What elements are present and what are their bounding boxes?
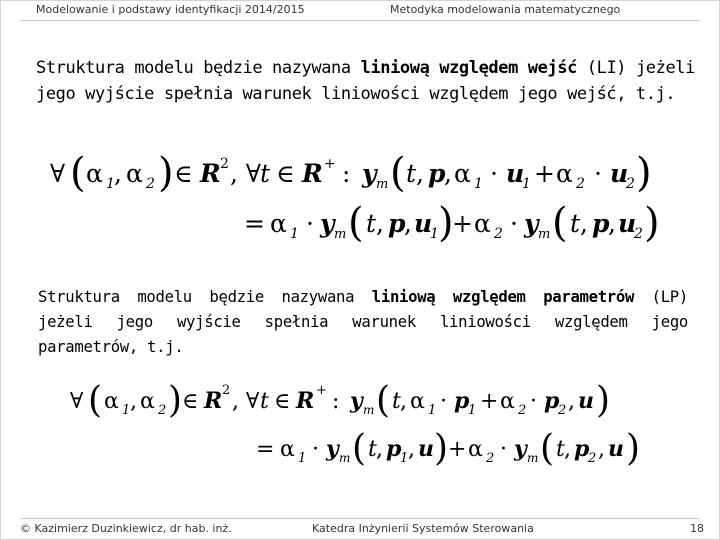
svg-text:): ) bbox=[596, 380, 611, 421]
svg-text:2: 2 bbox=[634, 226, 643, 242]
svg-text:1: 1 bbox=[468, 403, 477, 418]
svg-text:, ∀: , ∀ bbox=[230, 159, 261, 188]
header-course-title: Modelowanie i podstawy identyfikacji 2014/2015 bbox=[36, 3, 305, 16]
svg-text:α: α bbox=[474, 209, 491, 238]
svg-text:α: α bbox=[104, 389, 119, 414]
svg-text:y: y bbox=[326, 436, 339, 462]
svg-text:t: t bbox=[260, 159, 271, 188]
svg-text:m: m bbox=[334, 227, 347, 242]
svg-text:·: · bbox=[306, 209, 314, 238]
footer-department: Katedra Inżynierii Systemów Sterowania bbox=[312, 522, 534, 535]
svg-text:1: 1 bbox=[474, 176, 483, 192]
svg-text:2: 2 bbox=[486, 451, 495, 466]
svg-text:t: t bbox=[368, 437, 377, 462]
footer-page-number: 18 bbox=[690, 522, 704, 535]
svg-text:1: 1 bbox=[290, 226, 299, 242]
svg-text:): ) bbox=[434, 428, 449, 469]
svg-text:y: y bbox=[524, 209, 539, 238]
svg-text:(: ( bbox=[348, 200, 364, 246]
svg-text:,: , bbox=[580, 209, 588, 238]
svg-text:,: , bbox=[408, 437, 415, 462]
svg-text:1: 1 bbox=[106, 176, 115, 192]
footer-divider bbox=[20, 518, 700, 519]
footer-author: © Kazimierz Duzinkiewicz, dr hab. inż. bbox=[20, 522, 232, 535]
svg-text:α: α bbox=[140, 389, 155, 414]
svg-text:(: ( bbox=[552, 200, 568, 246]
svg-text:2: 2 bbox=[588, 451, 597, 466]
svg-text:y: y bbox=[320, 209, 335, 238]
svg-text:p: p bbox=[454, 388, 470, 414]
definition-li-paragraph bbox=[36, 55, 696, 107]
definition-li-bold-term: liniową względem wejść bbox=[360, 58, 577, 78]
svg-text:): ) bbox=[168, 380, 183, 421]
svg-text:u: u bbox=[506, 159, 525, 188]
svg-text:,: , bbox=[130, 389, 137, 414]
svg-text:m: m bbox=[376, 177, 389, 192]
svg-text:p: p bbox=[428, 159, 446, 188]
svg-text:u: u bbox=[414, 209, 433, 238]
svg-text:+: + bbox=[316, 383, 327, 398]
svg-text:2: 2 bbox=[158, 403, 167, 418]
svg-text:α: α bbox=[86, 159, 103, 188]
svg-text:(: ( bbox=[70, 150, 86, 196]
svg-text:·: · bbox=[440, 389, 447, 414]
svg-text:(: ( bbox=[390, 150, 406, 196]
svg-text:R: R bbox=[200, 159, 221, 188]
svg-text:1: 1 bbox=[430, 226, 439, 242]
svg-text:·: · bbox=[500, 437, 507, 462]
svg-text:2: 2 bbox=[220, 156, 229, 172]
svg-text:∈: ∈ bbox=[182, 389, 199, 414]
svg-text:t: t bbox=[260, 389, 269, 414]
svg-text:·: · bbox=[490, 159, 498, 188]
svg-text:): ) bbox=[644, 200, 660, 246]
definition-lp-bold-term: liniową względem parametrów bbox=[371, 288, 635, 306]
svg-text:(: ( bbox=[352, 428, 367, 469]
svg-text:1: 1 bbox=[122, 403, 131, 418]
svg-text:∈: ∈ bbox=[276, 159, 295, 188]
svg-text:2: 2 bbox=[576, 176, 585, 192]
svg-text:α: α bbox=[500, 389, 515, 414]
svg-text:p: p bbox=[592, 209, 610, 238]
svg-text:2: 2 bbox=[626, 176, 635, 192]
svg-text:t: t bbox=[406, 159, 417, 188]
svg-text:α: α bbox=[280, 437, 295, 462]
header-topic-title: Metodyka modelowania matematycznego bbox=[390, 3, 621, 16]
svg-text:∀: ∀ bbox=[70, 389, 84, 414]
svg-text:y: y bbox=[350, 388, 363, 414]
svg-text:∈: ∈ bbox=[274, 389, 291, 414]
svg-text:p: p bbox=[386, 436, 402, 462]
equation-linearity-parameters bbox=[70, 378, 670, 473]
svg-text:y: y bbox=[362, 159, 377, 188]
svg-text:+: + bbox=[324, 156, 336, 172]
svg-text:t: t bbox=[366, 209, 377, 238]
svg-text:u: u bbox=[418, 436, 434, 462]
definition-lp-paragraph bbox=[38, 285, 688, 360]
svg-text:u: u bbox=[578, 388, 594, 414]
svg-text:∈: ∈ bbox=[174, 159, 193, 188]
svg-text:2: 2 bbox=[558, 403, 567, 418]
svg-text:,: , bbox=[568, 389, 575, 414]
definition-lp-text-end: (LP) jeżeli jego wyjście spełnia warunek liniowości względem jego parametrów, t.j. bbox=[38, 288, 688, 356]
svg-text:p: p bbox=[388, 209, 406, 238]
svg-text:,: , bbox=[598, 437, 605, 462]
svg-text:,: , bbox=[564, 437, 571, 462]
svg-text::: : bbox=[342, 159, 351, 188]
svg-text:): ) bbox=[438, 200, 454, 246]
svg-text:1: 1 bbox=[522, 176, 531, 192]
svg-text:u: u bbox=[610, 159, 629, 188]
svg-text:α: α bbox=[270, 209, 287, 238]
svg-text:α: α bbox=[454, 159, 471, 188]
svg-text:·: · bbox=[530, 389, 537, 414]
svg-text:,: , bbox=[376, 437, 383, 462]
svg-text:=: = bbox=[244, 209, 265, 238]
svg-text:1: 1 bbox=[400, 451, 409, 466]
svg-text:,: , bbox=[400, 389, 407, 414]
svg-text:(: ( bbox=[540, 428, 555, 469]
svg-text:, ∀: , ∀ bbox=[232, 389, 260, 414]
svg-text:R: R bbox=[204, 388, 223, 414]
svg-text:m: m bbox=[527, 451, 539, 465]
svg-text:): ) bbox=[636, 150, 652, 196]
svg-text:1: 1 bbox=[298, 451, 307, 466]
svg-text:p: p bbox=[544, 388, 560, 414]
svg-text:R: R bbox=[296, 388, 315, 414]
definition-li-text-start: Struktura modelu będzie nazywana bbox=[36, 58, 361, 78]
svg-text:p: p bbox=[574, 436, 590, 462]
svg-text:α: α bbox=[126, 159, 143, 188]
definition-lp-text-start: Struktura modelu będzie nazywana bbox=[38, 288, 372, 306]
svg-text:,: , bbox=[444, 159, 452, 188]
svg-text:+: + bbox=[448, 437, 467, 462]
svg-text:2: 2 bbox=[494, 226, 503, 242]
svg-text:α: α bbox=[468, 437, 483, 462]
svg-text:m: m bbox=[339, 451, 351, 465]
svg-text::: : bbox=[332, 389, 340, 414]
svg-text:,: , bbox=[114, 159, 122, 188]
svg-text:): ) bbox=[158, 150, 174, 196]
svg-text:α: α bbox=[410, 389, 425, 414]
svg-text:+: + bbox=[452, 209, 473, 238]
header-divider bbox=[20, 20, 700, 21]
svg-text:+: + bbox=[534, 159, 555, 188]
svg-text:(: ( bbox=[376, 380, 391, 421]
svg-text:2: 2 bbox=[222, 383, 231, 398]
svg-text:2: 2 bbox=[518, 403, 527, 418]
svg-text:(: ( bbox=[88, 380, 103, 421]
svg-text:,: , bbox=[608, 209, 616, 238]
definition-li-text-end: (LI) jeżeli jego wyjście spełnia warunek liniowości względem jego wejść, t.j. bbox=[36, 58, 695, 104]
svg-text:=: = bbox=[256, 437, 275, 462]
svg-text:∀: ∀ bbox=[50, 159, 66, 188]
svg-text:t: t bbox=[570, 209, 581, 238]
svg-text:u: u bbox=[608, 436, 624, 462]
svg-text:,: , bbox=[416, 159, 424, 188]
svg-text:y: y bbox=[514, 436, 527, 462]
svg-text:·: · bbox=[594, 159, 602, 188]
svg-text:m: m bbox=[538, 227, 551, 242]
svg-text:+: + bbox=[480, 389, 499, 414]
svg-text:1: 1 bbox=[428, 403, 437, 418]
svg-text:·: · bbox=[510, 209, 518, 238]
svg-text:R: R bbox=[302, 159, 323, 188]
svg-text:t: t bbox=[392, 389, 401, 414]
svg-text:t: t bbox=[556, 437, 565, 462]
svg-text:m: m bbox=[363, 403, 375, 417]
svg-text:u: u bbox=[618, 209, 637, 238]
svg-text:2: 2 bbox=[146, 176, 155, 192]
svg-text:α: α bbox=[556, 159, 573, 188]
svg-text:,: , bbox=[404, 209, 412, 238]
equation-linearity-inputs bbox=[50, 150, 680, 250]
svg-text:,: , bbox=[376, 209, 384, 238]
svg-text:·: · bbox=[312, 437, 319, 462]
svg-text:): ) bbox=[626, 428, 641, 469]
